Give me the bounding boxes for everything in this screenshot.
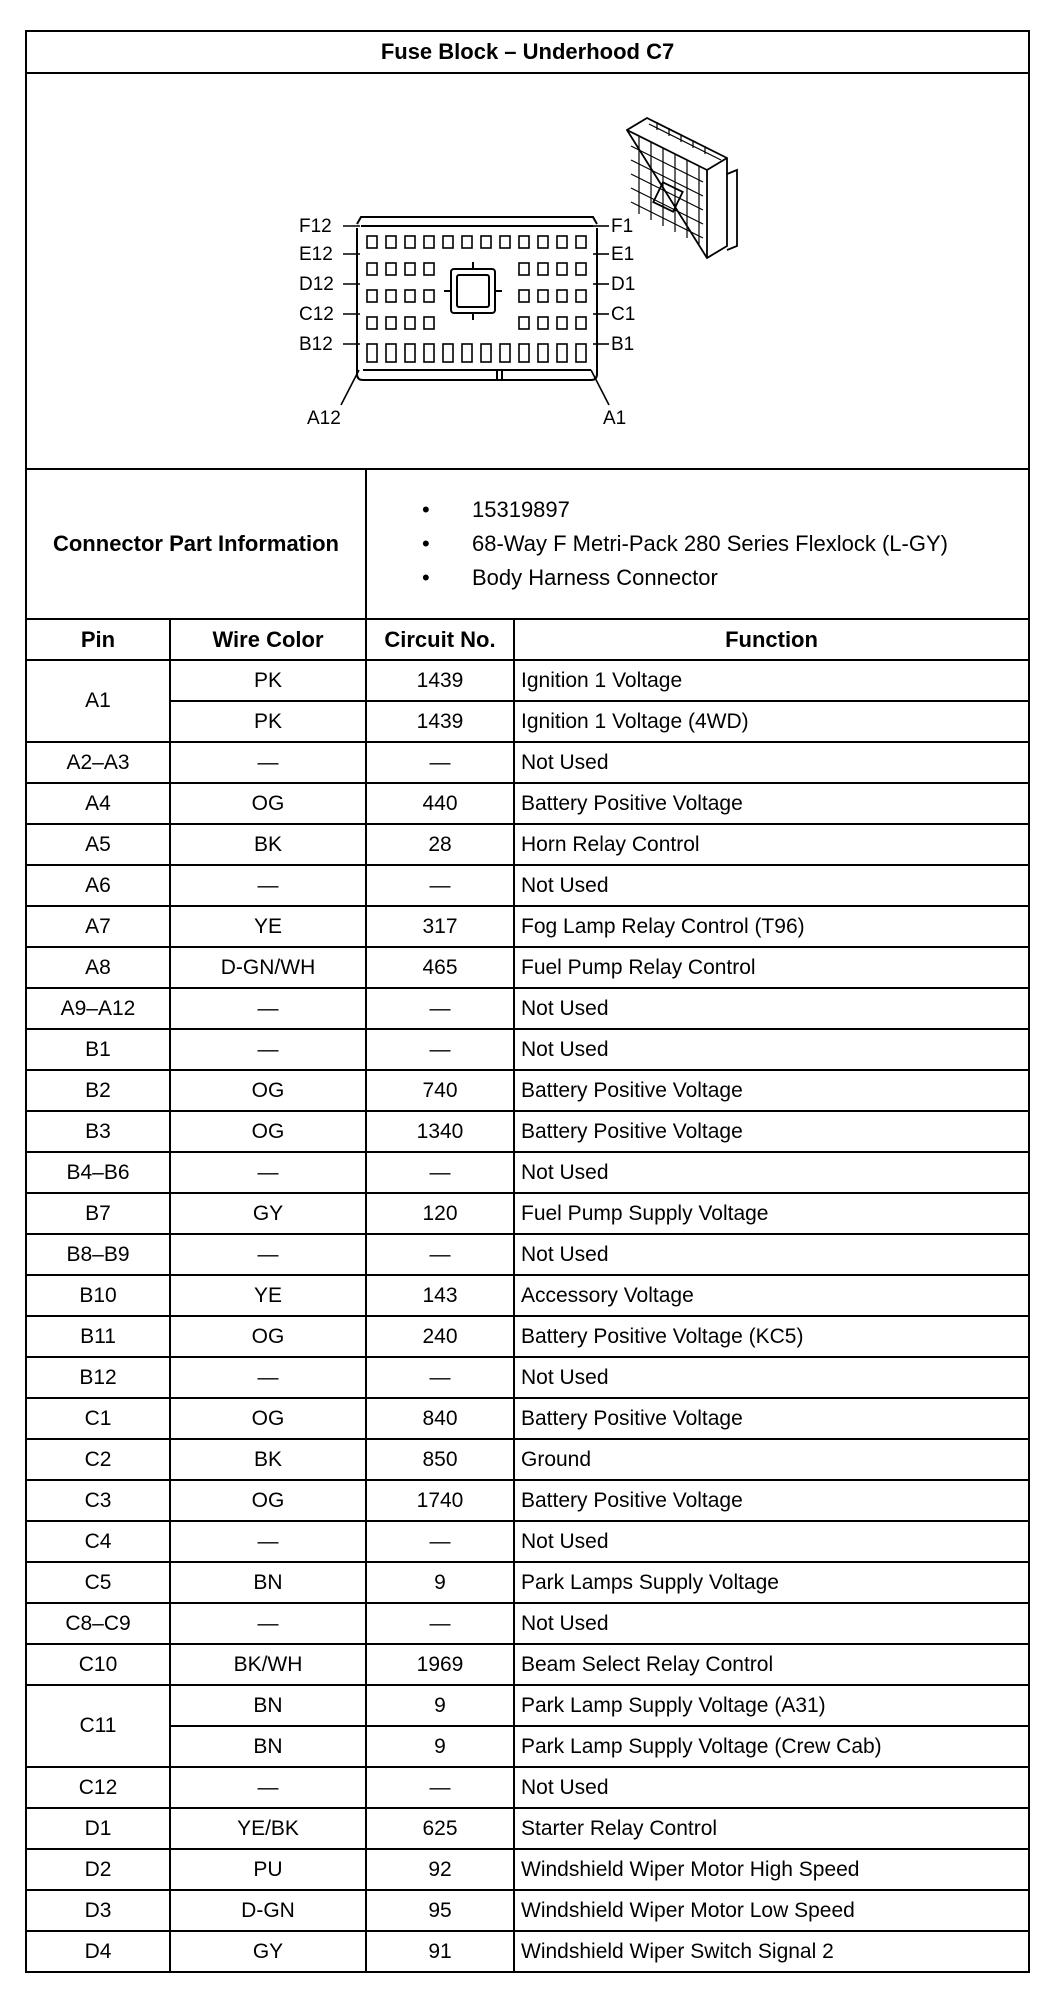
- function-cell: Park Lamp Supply Voltage (A31): [514, 1685, 1029, 1726]
- label-a12: A12: [307, 408, 341, 429]
- circuit-cell: 850: [366, 1439, 514, 1480]
- wire-color-cell: BK/WH: [170, 1644, 366, 1685]
- pin-cavity: [519, 344, 529, 362]
- pin-cell: B12: [26, 1357, 170, 1398]
- part-info-list: [366, 469, 1029, 619]
- function-cell: Not Used: [514, 988, 1029, 1029]
- table-row: [26, 1521, 1029, 1562]
- pin-cavity: [405, 236, 415, 248]
- header-pin: Pin: [26, 619, 170, 660]
- connector-diagram-svg: [27, 74, 1026, 468]
- table-row: [26, 1275, 1029, 1316]
- wire-color-cell: YE/BK: [170, 1808, 366, 1849]
- circuit-cell: 440: [366, 783, 514, 824]
- pin-cell: B10: [26, 1275, 170, 1316]
- circuit-cell: 91: [366, 1931, 514, 1972]
- pin-cavity: [557, 263, 567, 275]
- function-cell: Windshield Wiper Motor High Speed: [514, 1849, 1029, 1890]
- pin-cavity: [405, 263, 415, 275]
- header-circuit: Circuit No.: [366, 619, 514, 660]
- circuit-cell: 95: [366, 1890, 514, 1931]
- table-row: [26, 1480, 1029, 1521]
- pin-cavity: [462, 344, 472, 362]
- pin-cell: B8–B9: [26, 1234, 170, 1275]
- wire-color-cell: OG: [170, 1398, 366, 1439]
- pin-cell: B1: [26, 1029, 170, 1070]
- circuit-cell: —: [366, 865, 514, 906]
- table-row: [26, 660, 1029, 701]
- leader-lines: [341, 226, 609, 405]
- function-cell: Windshield Wiper Switch Signal 2: [514, 1931, 1029, 1972]
- wire-color-cell: OG: [170, 1316, 366, 1357]
- pin-cavity: [519, 290, 529, 302]
- function-cell: Beam Select Relay Control: [514, 1644, 1029, 1685]
- label-c1: C1: [611, 304, 636, 325]
- circuit-cell: —: [366, 1152, 514, 1193]
- function-cell: Not Used: [514, 1767, 1029, 1808]
- wire-color-cell: —: [170, 1521, 366, 1562]
- wire-color-cell: —: [170, 1152, 366, 1193]
- table-row: [26, 1726, 1029, 1767]
- wire-color-cell: BK: [170, 824, 366, 865]
- pin-cell: D1: [26, 1808, 170, 1849]
- pin-cavity: [519, 263, 529, 275]
- connector-table: [25, 30, 1030, 1973]
- part-info-item: • 68-Way F Metri-Pack 280 Series Flexlock (L-GY): [422, 527, 1028, 561]
- wire-color-cell: —: [170, 865, 366, 906]
- wire-color-cell: —: [170, 1603, 366, 1644]
- pin-cell: C12: [26, 1767, 170, 1808]
- table-row: [26, 1767, 1029, 1808]
- pin-cavity: [386, 263, 396, 275]
- part-info-item: • 15319897: [422, 493, 1028, 527]
- wire-color-cell: PK: [170, 701, 366, 742]
- wire-color-cell: PK: [170, 660, 366, 701]
- pin-cavity: [538, 236, 548, 248]
- function-cell: Not Used: [514, 1152, 1029, 1193]
- label-f12: F12: [299, 216, 332, 237]
- function-cell: Battery Positive Voltage: [514, 1480, 1029, 1521]
- wire-color-cell: BN: [170, 1562, 366, 1603]
- table-row: [26, 1070, 1029, 1111]
- circuit-cell: 143: [366, 1275, 514, 1316]
- label-d1: D1: [611, 274, 636, 295]
- pin-cavity: [367, 236, 377, 248]
- circuit-cell: —: [366, 1521, 514, 1562]
- table-row: [26, 947, 1029, 988]
- circuit-cell: 240: [366, 1316, 514, 1357]
- function-cell: Battery Positive Voltage (KC5): [514, 1316, 1029, 1357]
- pin-cell: D2: [26, 1849, 170, 1890]
- table-row: [26, 701, 1029, 742]
- label-d12: D12: [299, 274, 334, 295]
- pin-cavity: [557, 317, 567, 329]
- label-b1: B1: [611, 334, 635, 355]
- column-header-row: [26, 619, 1029, 660]
- table-row: [26, 1234, 1029, 1275]
- pin-cavity: [481, 236, 491, 248]
- pin-cell: B2: [26, 1070, 170, 1111]
- pin-cell: A9–A12: [26, 988, 170, 1029]
- circuit-cell: 1439: [366, 660, 514, 701]
- pin-cavity: [576, 344, 586, 362]
- label-c12: C12: [299, 304, 334, 325]
- pin-cavity: [386, 290, 396, 302]
- connector-3d-icon: [627, 118, 737, 258]
- circuit-cell: 840: [366, 1398, 514, 1439]
- pin-cavity: [576, 263, 586, 275]
- label-f1: F1: [611, 216, 634, 237]
- circuit-cell: 625: [366, 1808, 514, 1849]
- wire-color-cell: YE: [170, 1275, 366, 1316]
- part-info-label: Connector Part Information: [26, 469, 366, 619]
- pin-cell: A6: [26, 865, 170, 906]
- pin-cavity: [443, 236, 453, 248]
- table-row: [26, 865, 1029, 906]
- wire-color-cell: OG: [170, 1111, 366, 1152]
- circuit-cell: —: [366, 742, 514, 783]
- pin-cavity: [538, 317, 548, 329]
- wire-color-cell: —: [170, 988, 366, 1029]
- part-info-item: • Body Harness Connector: [422, 561, 1028, 595]
- table-row: [26, 1644, 1029, 1685]
- circuit-cell: 740: [366, 1070, 514, 1111]
- function-cell: Not Used: [514, 865, 1029, 906]
- pin-cavity: [443, 344, 453, 362]
- pin-cavity: [500, 236, 510, 248]
- table-row: [26, 1931, 1029, 1972]
- wire-color-cell: —: [170, 1357, 366, 1398]
- pin-cell: C3: [26, 1480, 170, 1521]
- circuit-cell: 1340: [366, 1111, 514, 1152]
- pin-cavity: [500, 344, 510, 362]
- table-title: Fuse Block – Underhood C7: [26, 31, 1029, 73]
- table-row: [26, 1562, 1029, 1603]
- wire-color-cell: GY: [170, 1193, 366, 1234]
- function-cell: Starter Relay Control: [514, 1808, 1029, 1849]
- label-a1: A1: [603, 408, 627, 429]
- pin-cell: B4–B6: [26, 1152, 170, 1193]
- function-cell: Windshield Wiper Motor Low Speed: [514, 1890, 1029, 1931]
- pin-cavity: [405, 290, 415, 302]
- pin-cell: A8: [26, 947, 170, 988]
- function-cell: Ignition 1 Voltage (4WD): [514, 701, 1029, 742]
- circuit-cell: 1740: [366, 1480, 514, 1521]
- function-cell: Battery Positive Voltage: [514, 1111, 1029, 1152]
- label-e12: E12: [299, 244, 333, 265]
- function-cell: Accessory Voltage: [514, 1275, 1029, 1316]
- pin-cell: A5: [26, 824, 170, 865]
- pin-cavity: [424, 344, 434, 362]
- pin-cavity: [481, 344, 491, 362]
- table-row: [26, 1439, 1029, 1480]
- circuit-cell: 92: [366, 1849, 514, 1890]
- pin-cell: C5: [26, 1562, 170, 1603]
- pin-cavity: [367, 290, 377, 302]
- function-cell: Not Used: [514, 1234, 1029, 1275]
- pin-cell: C2: [26, 1439, 170, 1480]
- circuit-cell: 9: [366, 1685, 514, 1726]
- pin-cell: C11: [26, 1685, 170, 1767]
- circuit-cell: 1439: [366, 701, 514, 742]
- header-function: Function: [514, 619, 1029, 660]
- label-e1: E1: [611, 244, 635, 265]
- function-cell: Battery Positive Voltage: [514, 1070, 1029, 1111]
- table-row: [26, 1316, 1029, 1357]
- wire-color-cell: OG: [170, 1070, 366, 1111]
- pin-cell: A2–A3: [26, 742, 170, 783]
- function-cell: Battery Positive Voltage: [514, 783, 1029, 824]
- pin-cell: D4: [26, 1931, 170, 1972]
- function-cell: Ignition 1 Voltage: [514, 660, 1029, 701]
- pin-cavity: [424, 236, 434, 248]
- wire-color-cell: —: [170, 1029, 366, 1070]
- pin-cavity: [557, 344, 567, 362]
- circuit-cell: —: [366, 1234, 514, 1275]
- function-cell: Not Used: [514, 1029, 1029, 1070]
- pin-cavity: [557, 236, 567, 248]
- table-row: [26, 1685, 1029, 1726]
- pin-cell: A7: [26, 906, 170, 947]
- pin-cell: B3: [26, 1111, 170, 1152]
- circuit-cell: 1969: [366, 1644, 514, 1685]
- table-row: [26, 988, 1029, 1029]
- table-row: [26, 1890, 1029, 1931]
- function-cell: Battery Positive Voltage: [514, 1398, 1029, 1439]
- function-cell: Not Used: [514, 742, 1029, 783]
- wire-color-cell: YE: [170, 906, 366, 947]
- function-cell: Not Used: [514, 1603, 1029, 1644]
- wire-color-cell: PU: [170, 1849, 366, 1890]
- table-row: [26, 783, 1029, 824]
- pin-cavity: [424, 290, 434, 302]
- pin-cell: D3: [26, 1890, 170, 1931]
- circuit-cell: —: [366, 1767, 514, 1808]
- pin-cavity: [405, 344, 415, 362]
- function-cell: Park Lamps Supply Voltage: [514, 1562, 1029, 1603]
- pin-cavity: [405, 317, 415, 329]
- wire-color-cell: OG: [170, 1480, 366, 1521]
- pin-cell: A1: [26, 660, 170, 742]
- table-row: [26, 1152, 1029, 1193]
- wire-color-cell: BK: [170, 1439, 366, 1480]
- connector-sheet: [25, 30, 1028, 1973]
- table-row: [26, 1111, 1029, 1152]
- wire-color-cell: D-GN/WH: [170, 947, 366, 988]
- table-row: [26, 1398, 1029, 1439]
- pin-cavity: [424, 317, 434, 329]
- wire-color-cell: OG: [170, 783, 366, 824]
- circuit-cell: 28: [366, 824, 514, 865]
- wire-color-cell: —: [170, 1234, 366, 1275]
- pin-cavity: [576, 236, 586, 248]
- pin-cavity: [462, 236, 472, 248]
- connector-diagram: [26, 73, 1029, 469]
- pin-cavity: [367, 317, 377, 329]
- pin-cell: B11: [26, 1316, 170, 1357]
- circuit-cell: 465: [366, 947, 514, 988]
- table-row: [26, 1193, 1029, 1234]
- circuit-cell: 317: [366, 906, 514, 947]
- pin-cell: C1: [26, 1398, 170, 1439]
- table-row: [26, 1029, 1029, 1070]
- pin-cavity: [367, 263, 377, 275]
- pin-cavity: [519, 236, 529, 248]
- function-cell: Park Lamp Supply Voltage (Crew Cab): [514, 1726, 1029, 1767]
- function-cell: Fuel Pump Supply Voltage: [514, 1193, 1029, 1234]
- pin-cavity: [386, 317, 396, 329]
- wire-color-cell: D-GN: [170, 1890, 366, 1931]
- label-b12: B12: [299, 334, 333, 355]
- pin-cell: A4: [26, 783, 170, 824]
- table-row: [26, 906, 1029, 947]
- function-cell: Horn Relay Control: [514, 824, 1029, 865]
- wire-color-cell: BN: [170, 1685, 366, 1726]
- pin-cavity: [367, 344, 377, 362]
- table-row: [26, 1849, 1029, 1890]
- pin-cell: B7: [26, 1193, 170, 1234]
- header-wire-color: Wire Color: [170, 619, 366, 660]
- table-row: [26, 1357, 1029, 1398]
- function-cell: Not Used: [514, 1521, 1029, 1562]
- table-row: [26, 1603, 1029, 1644]
- pin-cavity: [519, 317, 529, 329]
- pin-cavity: [538, 290, 548, 302]
- circuit-cell: 9: [366, 1726, 514, 1767]
- circuit-cell: —: [366, 988, 514, 1029]
- table-row: [26, 742, 1029, 783]
- circuit-cell: —: [366, 1603, 514, 1644]
- circuit-cell: 120: [366, 1193, 514, 1234]
- wire-color-cell: BN: [170, 1726, 366, 1767]
- pin-cavity: [576, 290, 586, 302]
- circuit-cell: —: [366, 1029, 514, 1070]
- function-cell: Fuel Pump Relay Control: [514, 947, 1029, 988]
- function-cell: Fog Lamp Relay Control (T96): [514, 906, 1029, 947]
- pin-cavity: [538, 263, 548, 275]
- table-row: [26, 824, 1029, 865]
- pin-cell: C4: [26, 1521, 170, 1562]
- pin-cavity: [557, 290, 567, 302]
- wire-color-cell: —: [170, 1767, 366, 1808]
- pin-cavity: [386, 344, 396, 362]
- circuit-cell: —: [366, 1357, 514, 1398]
- function-cell: Not Used: [514, 1357, 1029, 1398]
- connector-face-icon: [357, 217, 597, 380]
- pin-cell: C8–C9: [26, 1603, 170, 1644]
- wire-color-cell: —: [170, 742, 366, 783]
- pin-cavity: [538, 344, 548, 362]
- table-row: [26, 1808, 1029, 1849]
- pin-cavity: [424, 263, 434, 275]
- circuit-cell: 9: [366, 1562, 514, 1603]
- pin-cavity: [576, 317, 586, 329]
- connector-pin-grid: [367, 236, 586, 362]
- function-cell: Ground: [514, 1439, 1029, 1480]
- pin-cavity: [386, 236, 396, 248]
- wire-color-cell: GY: [170, 1931, 366, 1972]
- pin-cell: C10: [26, 1644, 170, 1685]
